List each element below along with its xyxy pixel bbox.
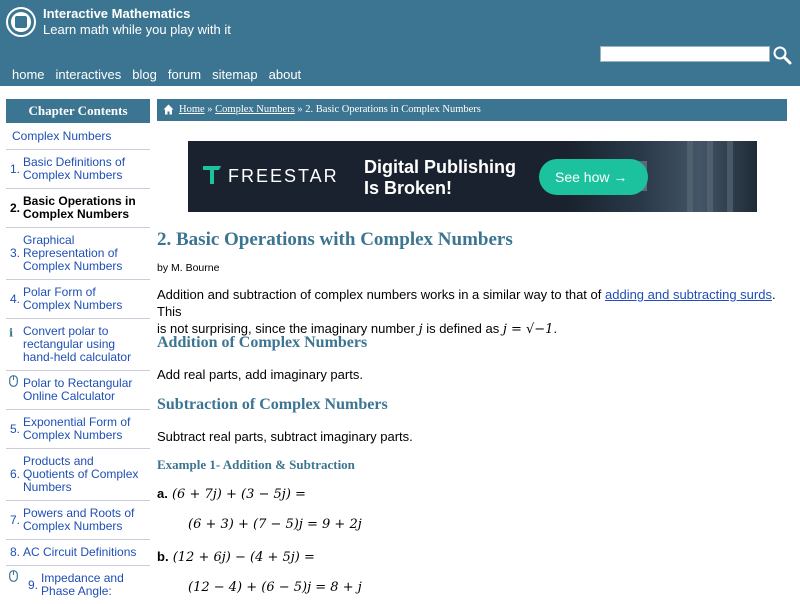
example-a-label: a. [157,486,168,501]
ad-headline: Is Broken! [364,178,453,198]
intro-text: is not surprising, since the imaginary number [157,321,419,336]
freestar-logo-icon [200,163,224,187]
sidebar-item-polar-online-calculator[interactable] [6,371,150,410]
sidebar-item-polar-form[interactable] [6,280,150,319]
sidebar-item-graphical-representation[interactable] [6,228,150,280]
home-icon[interactable] [163,104,174,115]
example-b [157,549,315,565]
ad-see-how-button[interactable]: See how → [539,159,648,195]
subtraction-text: Subtract real parts, subtract imaginary parts. [157,429,413,444]
sidebar-item-number: 3. [10,246,21,260]
example-a [157,486,306,502]
sidebar-item-label: AC Circuit Definitions [23,545,137,559]
site-logo-icon[interactable] [6,7,36,37]
info-icon: i [9,326,14,340]
breadcrumb-separator: » [297,104,303,115]
addition-text: Add real parts, add imaginary parts. [157,367,363,382]
intro-text: Addition and subtraction of complex numbers works in a similar way to that of [157,287,605,302]
heading-addition: Addition of Complex Numbers [157,334,368,351]
sidebar-item-number: 2. [10,200,21,215]
math-j: j [418,322,423,337]
sidebar-item-complex-numbers[interactable] [6,123,150,150]
sidebar-item-convert-polar-calculator[interactable] [6,319,150,371]
sidebar-item-label: Polar Form of Complex Numbers [23,285,123,312]
nav-interactives[interactable]: interactives [55,67,122,82]
sidebar-item-label: Convert polar to rectangular using hand-held calculator [23,324,132,364]
sidebar-item-number: 4. [10,291,21,306]
sidebar-item-number: 1. [10,161,21,176]
main-nav [12,67,312,82]
example-b-solution [188,580,362,595]
sidebar-item-products-quotients[interactable] [6,449,150,501]
nav-home[interactable]: home [12,67,45,82]
sidebar-item-label: Impedance and Phase Angle: [41,571,124,598]
breadcrumb-separator: » [207,104,213,115]
chapter-contents-title: Chapter Contents [6,99,150,123]
sidebar-item-basic-operations[interactable] [6,189,150,228]
example-b-label: b. [157,549,169,564]
intro-text: is defined as [422,321,503,336]
heading-example-1: Example 1- Addition & Subtraction [157,457,355,472]
sidebar-item-basic-definitions[interactable] [6,150,150,189]
ad-brand: FREESTAR [228,166,339,186]
sidebar-item-label: Polar to Rectangular Online Calculator [23,376,133,403]
sidebar-item-label: Products and Quotients of Complex Numbers [23,454,139,494]
site-tagline: Learn math while you play with it [43,22,231,37]
sidebar-item-number: 7. [10,512,21,527]
sidebar-item-label: Basic Definitions of Complex Numbers [23,155,126,182]
sidebar-item-label: Graphical Representation of Complex Numbers [23,233,123,273]
example-a-result: (6 + 3) + (7 − 5)j = 9 + 2j [188,517,362,532]
nav-forum[interactable]: forum [167,67,202,82]
sidebar-item-number: 9. [28,577,39,592]
mouse-icon [9,375,18,391]
mouse-icon [9,570,18,586]
intro-paragraph [157,286,787,338]
byline: by M. Bourne [157,262,220,274]
sidebar-item-powers-roots[interactable] [6,501,150,540]
sidebar-item-label: Complex Numbers [12,128,112,143]
breadcrumb-section-link[interactable]: Complex Numbers [215,104,295,115]
example-a-solution [188,517,362,532]
sidebar-item-number: 8. [10,545,21,559]
intro-text: . This [157,287,776,319]
sidebar-item-ac-circuit[interactable] [6,540,150,566]
breadcrumb-home-link[interactable]: Home [179,104,205,115]
sidebar-item-exponential-form[interactable] [6,410,150,449]
chapter-sidebar [6,99,150,604]
breadcrumb [157,99,787,121]
sidebar-item-label: Basic Operations in Complex Numbers [23,194,136,221]
example-b-equation: (12 + 6j) − (4 + 5j) = [172,550,315,565]
sidebar-item-number: 6. [10,467,21,481]
ad-banner[interactable] [188,141,757,212]
ad-headline: Digital Publishing [364,157,516,177]
breadcrumb-current: 2. Basic Operations in Complex Numbers [305,104,481,115]
sidebar-item-label: Powers and Roots of Complex Numbers [23,506,135,533]
nav-sitemap[interactable]: sitemap [212,67,258,82]
nav-about[interactable]: about [268,67,302,82]
nav-blog[interactable]: blog [132,67,157,82]
site-title[interactable]: Interactive Mathematics [43,6,191,21]
heading-subtraction: Subtraction of Complex Numbers [157,396,388,413]
site-header [0,0,800,86]
sidebar-item-impedance[interactable] [6,566,150,604]
intro-text: . [553,321,558,336]
surds-link[interactable]: adding and subtracting surds [605,287,772,302]
example-a-equation: (6 + 7j) + (3 − 5j) = [171,487,306,502]
math-definition: j = √−1 [502,322,554,337]
example-b-result: (12 − 4) + (6 − 5)j = 8 + j [188,580,362,595]
page-title: 2. Basic Operations with Complex Numbers [157,229,513,250]
sidebar-item-label: Exponential Form of Complex Numbers [23,415,131,442]
search-icon[interactable] [772,45,792,65]
sidebar-item-number: 5. [10,421,21,436]
search-input[interactable] [600,46,770,62]
